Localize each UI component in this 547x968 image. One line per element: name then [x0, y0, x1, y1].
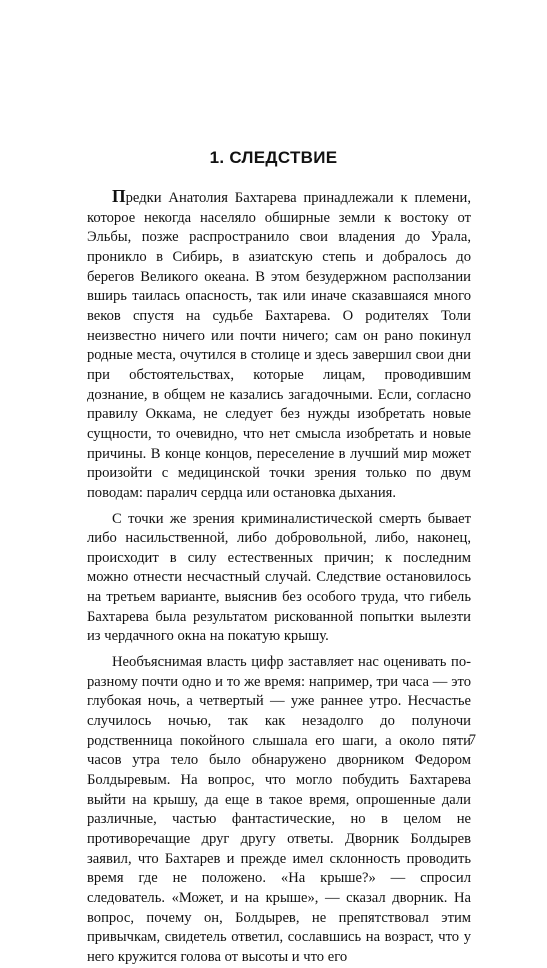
- drop-cap: П: [112, 186, 126, 206]
- paragraph-2-text: С точки же зрения криминалистической смерть бывает либо насильственной, либо добровольной, либо, наконец, происходит в силу естественных причин; к последним можно отнести несчастный случай. Следствие остановилось на третьем варианте, выяснив без особого труда, что гибель Бахтарева была результатом рискованной попытки вылезти из чердачного окна на покатую крышу.: [87, 510, 471, 645]
- paragraph-1: [87, 188, 471, 504]
- chapter-body: [87, 188, 471, 968]
- chapter-title: 1. СЛЕДСТВИЕ: [209, 148, 338, 167]
- paragraph-1-text: редки Анатолия Бахтарева принадлежали к племени, которое некогда населяло обширные земли к востоку от Эльбы, позже распространило свои владения до Урала, проникло в Сибирь, в азиатскую степь и добралось до берегов Великого океана. В этом безудержном расползании вширь таилась опасность, так или иначе сказавшаяся много веков спустя на судьбе Бахтарева. О родителях Толи неизвестно ничего или почти ничего; сам он рано покинул родные места, очутился в столице и здесь завершил свои дни при обстоятельствах, которые лицам, проводившим дознание, в общем не казались загадочными. Если, согласно правилу Оккама, не следует без нужды изобретать новые сущности, то очевидно, что нет смысла изобретать и новые причины. В конце концов, переселение в лучший мир может произойти с медицинской точки зрения только по двум поводам: паралич сердца или остановка дыхания.: [87, 190, 471, 501]
- paragraph-3: [87, 653, 471, 968]
- paragraph-2: [87, 510, 471, 648]
- paragraph-3-text: Необъяснимая власть цифр заставляет нас оценивать по-разному почти одно и то же время: например, три часа — это глубокая ночь, а четвертый — уже раннее утро. Несчастье случилось ночью, так как незадолго до полуночи родственница покойного слышала его шаги, а около пяти часов утра тело было обнаружено дворником Федором Болдыревым. На вопрос, что могло побудить Бахтарева выйти на крышу, да еще в такое время, опрошенные дали различные, частью фантастические, но в целом не противоречащие друг другу ответы. Дворник Болдырев заявил, что Бахтарев и прежде имел склонность проводить время где не положено. «На крыше?» — спросил следователь. «Может, и на крыше», — сказал дворник. На вопрос, почему он, Болдырев, не препятствовал этим привычкам, свидетель ответил, сославшись на возраст, что у него кружится голова от высоты и что его: [87, 654, 471, 965]
- page-number: 7: [468, 732, 476, 748]
